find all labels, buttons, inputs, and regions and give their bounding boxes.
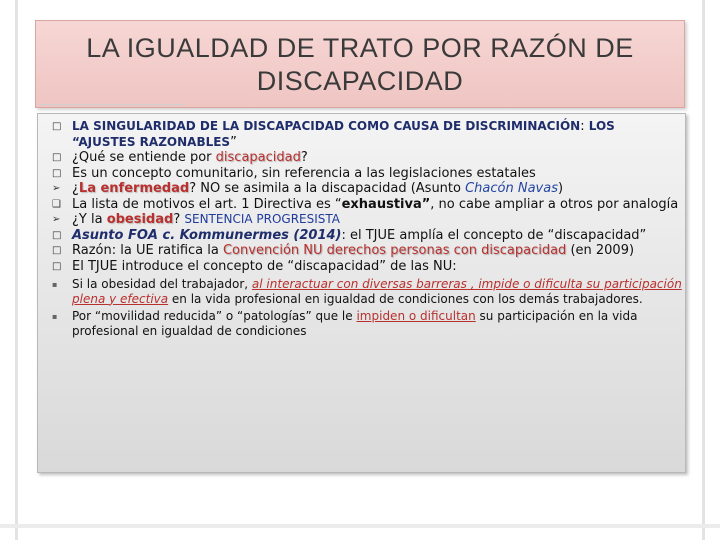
text: El TJUE introduce el concepto de “discapacidad” de las NU:: [72, 258, 457, 274]
text: su participación en la vida profesional en igualdad de condiciones: [72, 309, 638, 338]
text: Razón: la UE ratifica la: [72, 243, 223, 258]
label-sentencia-progresista: SENTENCIA PROGRESISTA: [184, 212, 340, 226]
text: ¿: [72, 181, 79, 196]
text-colon: :: [580, 119, 589, 134]
square-bullet-icon: ❑: [52, 198, 61, 210]
box-bullet-icon: □: [52, 121, 62, 132]
bullet-ajustes: [52, 119, 682, 150]
heading-ajustes: LOS “AJUSTES RAZONABLES: [72, 119, 615, 149]
highlight-discapacidad: discapacidad: [215, 150, 301, 165]
highlight-exhaustiva: exhaustiva”: [341, 196, 431, 212]
bullet-razon: [52, 243, 682, 259]
frame-left-border: [15, 0, 18, 540]
text: Es un concepto comunitario, sin referencia a las legislaciones estatales: [72, 165, 536, 181]
case-foa-kommunermes: Asunto FOA c. Kommunermes (2014): [72, 227, 342, 243]
frame-right-border: [702, 0, 705, 540]
highlight-enfermedad: La enfermedad: [78, 181, 190, 196]
highlight-convencion-nu: Convención NU derechos personas con discapacidad: [222, 243, 567, 258]
bullet-tjue-concepto: [52, 259, 682, 275]
text: (en 2009): [566, 243, 635, 258]
text: Por “movilidad reducida” o “patologías” que le: [72, 309, 357, 323]
text: ?: [173, 212, 185, 227]
highlight-barreras: al interactuar con diversas barreras , impide o dificulta su participación plena y efectiva: [72, 277, 682, 306]
highlight-obesidad: obesidad: [106, 212, 174, 227]
box-bullet-icon: □: [52, 260, 62, 272]
text: en la vida profesional en igualdad de condiciones con los demás trabajadores.: [168, 291, 643, 306]
bullet-asunto-foa: [52, 228, 682, 244]
text: Si la obesidad del trabajador,: [72, 277, 252, 291]
bullet-list: [52, 119, 682, 338]
content-box: [37, 113, 686, 473]
box-bullet-icon: □: [52, 229, 62, 241]
title-line-2: DISCAPACIDAD: [256, 66, 464, 96]
box-bullet-icon: □: [52, 245, 62, 256]
case-chacon-navas: Chacón Navas: [465, 181, 558, 196]
text: ¿Qué se entiende por: [72, 150, 216, 165]
subbullet-obesidad-trabajador: [52, 277, 682, 306]
text: , no cabe ampliar a otros por analogía: [430, 196, 679, 212]
bullet-concepto-comunitario: [52, 166, 682, 182]
title-box: [35, 20, 685, 108]
text-quote: ”: [230, 134, 237, 150]
highlight-impiden: impiden o dificultan: [356, 309, 476, 323]
frame-bottom-border: [0, 524, 720, 528]
bullet-enfermedad: [52, 181, 682, 197]
text: : el TJUE amplía el concepto de “discapacidad”: [341, 227, 647, 243]
text: ): [558, 181, 564, 196]
small-square-bullet-icon: ▪: [52, 312, 58, 321]
small-square-bullet-icon: ▪: [52, 280, 58, 289]
arrow-bullet-icon: ➢: [52, 214, 61, 225]
text: ?: [300, 150, 308, 165]
bullet-obesidad: [52, 212, 682, 228]
text: ? NO se asimila a la discapacidad (Asunto: [189, 181, 466, 196]
bullet-lista-motivos: [52, 197, 682, 213]
text: La lista de motivos el art. 1 Directiva es “: [72, 196, 342, 212]
box-bullet-icon: □: [52, 167, 62, 179]
bullet-que-es: [52, 150, 682, 166]
heading-singularidad: LA SINGULARIDAD DE LA DISCAPACIDAD COMO CAUSA DE DISCRIMINACIÓN: [72, 119, 581, 133]
title-line-1: LA IGUALDAD DE TRATO POR RAZÓN DE: [86, 33, 634, 63]
slide-title: [36, 32, 684, 98]
text: ¿Y la: [72, 212, 107, 227]
subbullet-movilidad-reducida: [52, 309, 682, 338]
title-underline: [38, 104, 184, 105]
box-bullet-icon: □: [52, 152, 62, 163]
arrow-bullet-icon: ➢: [52, 183, 61, 194]
